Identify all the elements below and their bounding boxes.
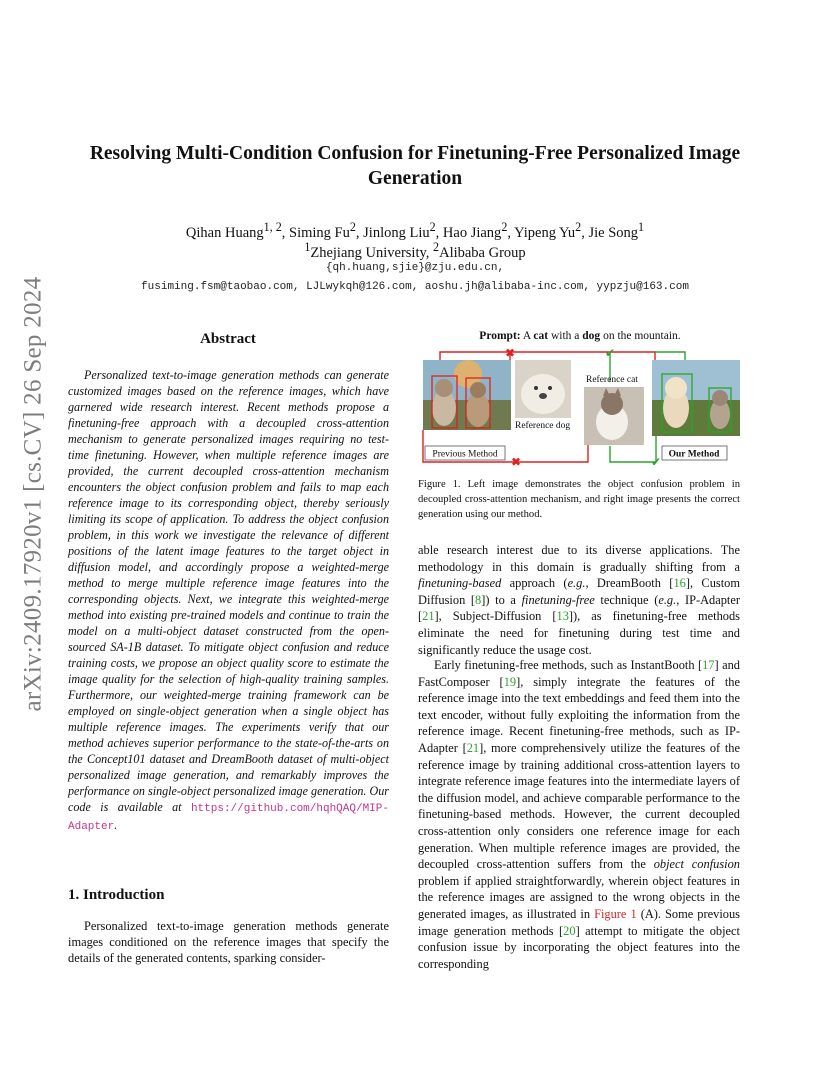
citation-link[interactable]: 13 <box>556 609 569 624</box>
figure-1-illustration <box>420 330 740 470</box>
author: Yipeng Yu$^2$, <box>514 220 589 241</box>
affiliation: $^1$Zhejiang University, <box>304 240 434 261</box>
citation-link[interactable]: 20 <box>563 923 576 938</box>
wrong-connector <box>440 352 655 360</box>
code-link[interactable]: https://github.com/hqhQAQ/MIP-Adapter <box>68 803 389 833</box>
affiliation: $^2$Alibaba Group <box>433 240 526 261</box>
citation-link[interactable]: 21 <box>466 740 480 755</box>
author: Qihan Huang$^{1, 2}$, <box>185 220 290 241</box>
arxiv-stamp <box>16 276 50 711</box>
citation-link[interactable]: 8 <box>475 592 482 607</box>
affiliation-list <box>70 237 760 263</box>
check-mark-icon: ✔ <box>604 346 616 360</box>
author: Jie Song$^1$ <box>588 220 645 241</box>
citation-link[interactable]: 16 <box>673 576 686 591</box>
our-method-label: Our Method <box>668 449 720 460</box>
figure-ref-link[interactable]: Figure 1 <box>594 906 637 921</box>
previous-method-image <box>423 360 511 430</box>
intro-paragraph-right-1: able research interest due to its diverse applications. The methodology in this domain is gradually shifting from a finetuning-based approach (e.g., DreamBooth [16], Custom Diffusion [8]) to a finetuning-free technique (e.g., IP-Adapter [21], Subject-Diffusion [13]), as finetuning-free methods eliminate the need for finetuning during test time and significantly reduce the usage cost. <box>418 543 741 657</box>
reference-dog-label: Reference dog <box>515 421 571 431</box>
figure-1-caption: Figure 1. Left image demonstrates the object confusion problem in decoupled cross-attention mechanism, and right image presents the correct generation using our method. <box>418 479 740 520</box>
abstract-text: Personalized text-to-image generation methods can generate customized images based on the reference images, which have garnered wide research interest. Recent methods propose a finetuning-free approach with a decoupled cross-attention mechanism to generate personalized images requiring no test-time finetuning. However, when multiple reference images are provided, the current decoupled cross-attention mechanism encounters the object confusion problem and fails to map each reference image to its corresponding object, thereby seriously limiting its scope of application. To address the object confusion problem, in this work we investigate the relevance of different positions of the latent image features to the target object in diffusion model, and accordingly propose a weighted-merge method to merge multiple reference image features into the corresponding objects. Next, we integrate this weighted-merge method into existing pre-trained models and continue to train the model on a multi-object dataset constructed from the open-sourced SA-1B dataset. To mitigate object confusion and reduce training costs, we propose an object quality score to estimate the image quality for the selection of high-quality training samples. Furthermore, our weighted-merge training framework can be employed on single-object generation when a single object has multiple reference images. The experiments verify that our method achieves superior performance to the state-of-the-arts on the Concept101 dataset and DreamBooth dataset of multi-object personalized image generation, and remarkably improves the performance on single-object personalized image generation. Our code is available at <box>68 368 389 814</box>
intro-heading: 1. Introduction <box>68 887 165 903</box>
email-line-1: {qh.huang,sjie}@zju.edu.cn, <box>325 262 505 274</box>
email-line-2: fusiming.fsm@taobao.com, LJLwykqh@126.com, aoshu.jh@alibaba-inc.com, yypzju@163.com <box>141 281 689 293</box>
intro-paragraph-right-2: Early finetuning-free methods, such as InstantBooth [17] and FastComposer [19], simply integrate the features of the reference image into the text embeddings and feed them into the text encoder, without fully exploiting the information from the reference image. Recent finetuning-free methods, such as IP-Adapter [21], more comprehensively utilize the features of the reference image by training additional cross-attention layers to integrate reference image features into the intermediate layers of the diffusion model, and achieve comparable performance to the finetuning-based methods. However, the current decoupled cross-attention only considers one reference image for each generation. When multiple reference images are provided, the decoupled cross-attention suffers from the object confusion problem if applied straightforwardly, wherein object features in the reference images are assigned to the wrong objects in the generated images, as illustrated in Figure 1 (A). Some previous image generation methods [20] attempt to mitigate the object confusion issue by incorporating the object features into the corresponding <box>418 658 740 971</box>
abstract-body: Personalized text-to-image generation methods can generate customized images based on the reference images, which have garnered wide research interest. Recent methods propose a finetuning-free approach with a decoupled cross-attention mechanism to generate personalized images requiring no test-time finetuning. However, when multiple reference images are provided, the current decoupled cross-attention mechanism encounters the object confusion problem and fails to map each reference image to its corresponding object, thereby seriously limiting its scope of application. To address the object confusion problem, in this work we investigate the relevance of different positions of the latent image features to the target object in diffusion model, and accordingly propose a weighted-merge method to merge multiple reference image features into the corresponding objects. Next, we integrate this weighted-merge method into existing pre-trained models and continue to train the model on a multi-object dataset constructed from the open-sourced SA-1B dataset. To mitigate object confusion and reduce training costs, we propose an object quality score to estimate the image quality for the selection of high-quality training samples. Furthermore, our weighted-merge training framework can be employed on single-object generation when a single object has multiple reference images. The experiments verify that our method achieves superior performance to the state-of-the-arts on the Concept101 dataset and DreamBooth dataset of multi-object personalized image generation, and remarkably improves the performance on single-object personalized image generation. Our code is available at https://github.com/hqhQAQ/MIP-Adapter. <box>68 368 389 833</box>
intro-paragraph-left: Personalized text-to-image generation methods generate images conditioned on the reference images that specify the details of the generated contents, sparking consider- <box>68 919 389 965</box>
cross-mark-icon: ✖ <box>510 455 522 469</box>
paper-title: Resolving Multi-Condition Confusion for Finetuning-Free Personalized Image Generation <box>89 143 741 189</box>
author: Jinlong Liu$^2$, <box>363 220 443 241</box>
right-connector-top <box>655 352 685 360</box>
our-method-image <box>652 360 740 436</box>
author: Hao Jiang$^2$, <box>442 220 515 241</box>
figure-prompt: Prompt: A cat with a dog on the mountain. <box>479 330 681 342</box>
cross-mark-icon: ✖ <box>504 346 516 360</box>
citation-link[interactable]: 21 <box>422 609 435 624</box>
reference-cat-image <box>584 387 644 445</box>
arxiv-stamp-text: arXiv:2409.17920v1 [cs.CV] 26 Sep 2024 <box>19 276 47 711</box>
reference-dog-image <box>515 360 571 418</box>
citation-link[interactable]: 17 <box>702 658 715 672</box>
abstract-heading: Abstract <box>200 331 256 347</box>
check-mark-icon: ✔ <box>650 455 662 469</box>
previous-method-label: Previous Method <box>432 449 498 460</box>
figure-1 <box>420 330 740 470</box>
author: Siming Fu$^2$, <box>289 220 364 241</box>
citation-link[interactable]: 19 <box>503 674 517 689</box>
reference-cat-label: Reference cat <box>586 375 638 385</box>
